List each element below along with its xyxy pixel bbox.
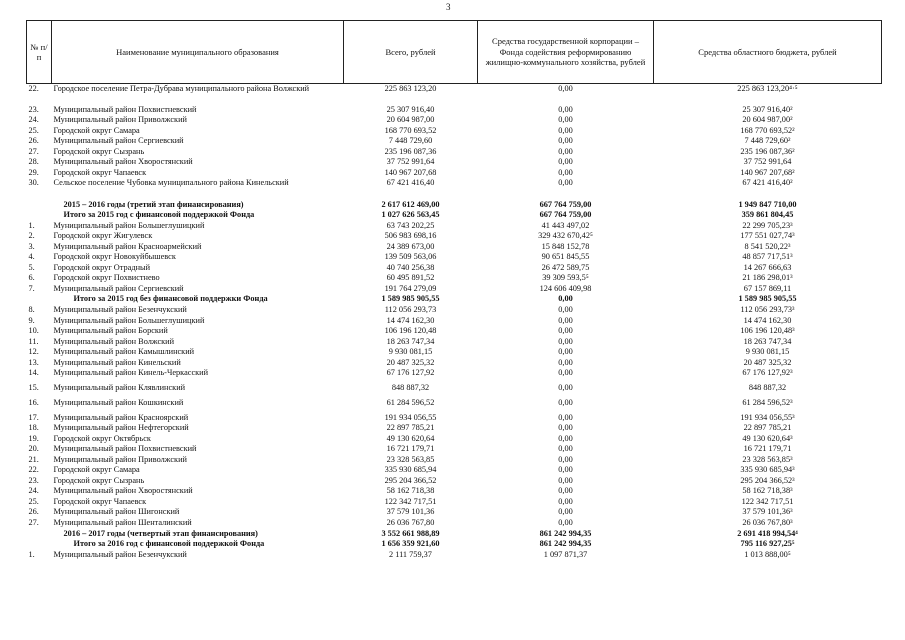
table-row [27, 465, 882, 476]
cell-no: 9. [28, 315, 35, 325]
cell-total: 139 509 563,06 [384, 252, 437, 262]
cell-no: 14. [28, 368, 39, 378]
header-no: № п/п [27, 21, 52, 84]
cell-state: 41 443 497,02 [541, 220, 590, 230]
cell-name: Муниципальный район Красноармейский [53, 241, 202, 251]
cell-name: Городской округ Самара [53, 465, 140, 475]
cell-state: 0,00 [558, 178, 573, 188]
cell-region: 106 196 120,48³ [740, 326, 795, 336]
cell-no: 24. [28, 115, 39, 125]
cell-no: 28. [28, 157, 39, 167]
cell-region: 177 551 027,74³ [740, 231, 795, 241]
cell-region: 140 967 207,68² [740, 167, 795, 177]
cell-region: 122 342 717,51 [741, 496, 794, 506]
cell-name: Городской округ Октябрьск [53, 433, 151, 443]
cell-no [27, 210, 52, 221]
cell-region: 16 721 179,71 [743, 444, 792, 454]
cell-name: Итого за 2016 год с финансовой поддержкой Фонда [73, 539, 265, 549]
cell-no: 25. [28, 125, 39, 135]
cell-total: 20 487 325,32 [386, 357, 435, 367]
table-row [27, 507, 882, 518]
cell-state: 0,00 [558, 315, 573, 325]
cell-region: 295 204 366,52³ [740, 475, 795, 485]
table-subtotal-row [27, 210, 882, 221]
table-row [27, 252, 882, 263]
cell-total: 24 389 673,00 [386, 241, 435, 251]
cell-state: 0,00 [558, 465, 573, 475]
cell-no: 18. [28, 423, 39, 433]
cell-total: 140 967 207,68 [384, 167, 437, 177]
cell-total: 2 111 759,37 [389, 549, 432, 559]
cell-total: 168 770 693,52 [384, 125, 437, 135]
cell-no: 4. [28, 252, 35, 262]
header-total: Всего, рублей [344, 21, 478, 84]
table-row [27, 518, 882, 529]
cell-region: 37 579 101,36³ [742, 507, 793, 517]
cell-no: 23. [28, 104, 39, 114]
cell-name: Городской округ Сызрань [53, 146, 145, 156]
cell-state: 0,00 [558, 326, 573, 336]
cell-state: 0,00 [558, 125, 573, 135]
cell-name: Муниципальный район Сергиевский [53, 136, 184, 146]
cell-region: 67 421 416,40² [742, 178, 793, 188]
table-subtotal-row [27, 529, 882, 540]
cell-state: 0,00 [558, 383, 573, 393]
header-state-fund: Средства государственной корпорации – Фонда содействия реформированию жилищно-коммунального хозяйства, рублей [478, 21, 654, 84]
table-row [27, 178, 882, 199]
cell-total: 7 448 729,60 [388, 136, 433, 146]
cell-no [27, 200, 52, 211]
table-row [27, 398, 882, 413]
table-row [27, 358, 882, 369]
cell-total: 60 495 891,52 [386, 273, 435, 283]
cell-name: Итого за 2015 год с финансовой поддержкой Фонда [63, 210, 255, 220]
cell-total: 191 934 056,55 [384, 412, 437, 422]
cell-no: 13. [28, 357, 39, 367]
cell-region: 25 307 916,40² [742, 104, 793, 114]
cell-region: 49 130 620,64³ [742, 433, 793, 443]
cell-total: 63 743 202,25 [386, 220, 435, 230]
cell-name: Сельское поселение Чубовка муниципального района Кинельский [53, 178, 289, 188]
cell-region: 14 474 162,30 [743, 315, 792, 325]
cell-total: 235 196 087,36 [384, 146, 437, 156]
cell-state: 861 242 994,35 [539, 528, 592, 538]
cell-total: 9 930 081,15 [388, 347, 433, 357]
cell-name: 2015 – 2016 годы (третий этап финансирования) [63, 199, 244, 209]
cell-region: 22 299 705,23³ [742, 220, 793, 230]
cell-region: 848 887,32 [748, 383, 787, 393]
cell-no: 23. [28, 475, 39, 485]
cell-no: 29. [28, 167, 39, 177]
cell-region: 20 487 325,32 [743, 357, 792, 367]
cell-total: 14 474 162,30 [386, 315, 435, 325]
cell-name: Муниципальный район Приволжский [53, 454, 187, 464]
cell-region: 26 036 767,80³ [742, 518, 793, 528]
cell-state: 0,00 [558, 486, 573, 496]
cell-name: Муниципальный район Похвистневский [53, 104, 197, 114]
table-row [27, 476, 882, 487]
cell-state: 0,00 [558, 347, 573, 357]
table-row [27, 326, 882, 337]
table-row [27, 368, 882, 383]
cell-region: 1 949 847 710,00 [738, 199, 797, 209]
table-row [27, 273, 882, 284]
table-row [27, 115, 882, 126]
cell-region: 795 116 927,25⁵ [740, 539, 795, 549]
cell-total: 67 176 127,92 [386, 368, 435, 378]
cell-region: 1 013 888,00⁵ [744, 549, 791, 559]
cell-name: Городской округ Похвистнево [53, 273, 160, 283]
cell-no: 27. [28, 146, 39, 156]
cell-state: 0,00 [558, 368, 573, 378]
cell-total: 112 056 293,73 [384, 304, 437, 314]
cell-name: Муниципальный район Хворостянский [53, 157, 193, 167]
cell-region: 58 162 718,38³ [742, 486, 793, 496]
cell-region: 23 328 563,85³ [742, 454, 793, 464]
cell-name: Городской округ Жигулевск [53, 231, 153, 241]
cell-name: Муниципальный район Хворостянский [53, 486, 193, 496]
cell-region: 67 157 869,11 [743, 283, 792, 293]
table-row [27, 347, 882, 358]
table-row [27, 231, 882, 242]
cell-state: 0,00 [558, 304, 573, 314]
cell-no [27, 529, 52, 540]
cell-state: 667 764 759,00 [539, 210, 592, 220]
cell-name: Муниципальный район Камышлинский [53, 347, 195, 357]
cell-state: 0,00 [558, 104, 573, 114]
cell-no: 19. [28, 433, 39, 443]
cell-no: 17. [28, 412, 39, 422]
cell-name: Муниципальный район Шенталинский [53, 518, 192, 528]
table-row [27, 423, 882, 434]
cell-region: 359 861 804,45 [741, 210, 794, 220]
cell-total: 106 196 120,48 [384, 326, 437, 336]
cell-region: 168 770 693,52² [740, 125, 795, 135]
cell-total: 61 284 596,52 [386, 397, 435, 407]
cell-name: Муниципальный район Приволжский [53, 115, 187, 125]
cell-state: 0,00 [558, 496, 573, 506]
cell-state: 0,00 [558, 433, 573, 443]
cell-name: 2016 – 2017 годы (четвертый этап финансирования) [63, 528, 258, 538]
table-row [27, 305, 882, 316]
cell-no: 22. [28, 84, 39, 93]
cell-region: 20 604 987,00² [742, 115, 793, 125]
cell-state: 0,00 [558, 115, 573, 125]
table-row [27, 434, 882, 445]
table-row [27, 136, 882, 147]
cell-no: 15. [28, 383, 39, 393]
cell-state: 1 097 871,37 [543, 549, 588, 559]
table-subtotal-row [27, 539, 882, 550]
cell-name: Муниципальный район Волжский [53, 336, 175, 346]
cell-total: 25 307 916,40 [386, 104, 435, 114]
cell-region: 1 589 985 905,55 [738, 294, 797, 304]
cell-no: 12. [28, 347, 39, 357]
cell-total: 22 897 785,21 [386, 423, 435, 433]
cell-state: 0,00 [558, 357, 573, 367]
cell-name: Итого за 2015 год без финансовой поддержки Фонда [73, 294, 268, 304]
cell-region: 235 196 087,36² [740, 146, 795, 156]
table-row [27, 126, 882, 137]
cell-region: 22 897 785,21 [743, 423, 792, 433]
table-subtotal-row [27, 200, 882, 211]
cell-name: Муниципальный район Кошкинский [53, 397, 184, 407]
cell-no: 24. [28, 486, 39, 496]
cell-state: 0,00 [558, 507, 573, 517]
cell-region: 61 284 596,52³ [742, 397, 793, 407]
cell-no: 1. [28, 549, 35, 559]
table-row [27, 168, 882, 179]
cell-no [27, 539, 52, 550]
table-row [27, 497, 882, 508]
cell-no: 5. [28, 262, 35, 272]
cell-total: 23 328 563,85 [386, 454, 435, 464]
cell-name: Муниципальный район Шигонский [53, 507, 180, 517]
cell-total: 225 863 123,20 [384, 84, 437, 93]
cell-state: 0,00 [558, 167, 573, 177]
cell-total: 506 983 698,16 [384, 231, 437, 241]
cell-name: Муниципальный район Безенчукский [53, 549, 187, 559]
cell-name: Муниципальный район Кинельский [53, 357, 181, 367]
cell-total: 335 930 685,94 [384, 465, 437, 475]
cell-total: 1 656 359 921,60 [381, 539, 440, 549]
cell-name: Городское поселение Петра-Дубрава муниципального района Волжский [53, 84, 310, 93]
cell-state: 0,00 [558, 444, 573, 454]
cell-no: 25. [28, 496, 39, 506]
cell-name: Муниципальный район Безенчукский [53, 304, 187, 314]
cell-no: 8. [28, 304, 35, 314]
cell-state: 0,00 [558, 518, 573, 528]
allocation-table [26, 20, 882, 560]
page-number: 3 [446, 2, 451, 12]
cell-name: Муниципальный район Кинель-Черкасский [53, 368, 209, 378]
cell-no: 1. [28, 220, 35, 230]
cell-name: Муниципальный район Сергиевский [53, 283, 184, 293]
cell-region: 67 176 127,92³ [742, 368, 793, 378]
cell-state: 0,00 [558, 157, 573, 167]
cell-region: 37 752 991,64 [743, 157, 792, 167]
cell-region: 335 930 685,94³ [740, 465, 795, 475]
table-header-row [27, 21, 882, 84]
cell-no [27, 294, 52, 305]
table-row [27, 105, 882, 116]
cell-name: Муниципальный район Похвистневский [53, 444, 197, 454]
cell-no: 22. [28, 465, 39, 475]
table-row [27, 242, 882, 253]
cell-region: 2 691 418 994,54⁴ [737, 528, 798, 538]
cell-region: 18 263 747,34 [743, 336, 792, 346]
cell-state: 0,00 [558, 397, 573, 407]
cell-name: Муниципальный район Нефтегорский [53, 423, 189, 433]
cell-state: 0,00 [558, 454, 573, 464]
table-row [27, 444, 882, 455]
cell-state: 0,00 [558, 146, 573, 156]
cell-state: 0,00 [558, 336, 573, 346]
cell-state: 0,00 [558, 136, 573, 146]
cell-no: 11. [28, 336, 39, 346]
cell-region: 48 857 717,51³ [742, 252, 793, 262]
cell-total: 26 036 767,80 [386, 518, 435, 528]
cell-total: 1 027 626 563,45 [381, 210, 440, 220]
cell-name: Муниципальный район Клявлинский [53, 383, 186, 393]
cell-region: 8 541 520,22³ [744, 241, 791, 251]
cell-no: 26. [28, 507, 39, 517]
cell-total: 67 421 416,40 [386, 178, 435, 188]
cell-no: 21. [28, 454, 39, 464]
cell-total: 20 604 987,00 [386, 115, 435, 125]
cell-total: 191 764 279,09 [384, 283, 437, 293]
table-row [27, 147, 882, 158]
table-row [27, 221, 882, 232]
table-row [27, 550, 882, 561]
cell-total: 848 887,32 [391, 383, 430, 393]
cell-no: 20. [28, 444, 39, 454]
cell-state: 0,00 [558, 294, 573, 304]
cell-state: 39 309 593,5⁵ [542, 273, 589, 283]
cell-total: 295 204 366,52 [384, 475, 437, 485]
cell-no: 3. [28, 241, 35, 251]
table-body [27, 84, 882, 561]
cell-region: 191 934 056,55³ [740, 412, 795, 422]
cell-name: Муниципальный район Большеглушицкий [53, 315, 205, 325]
cell-region: 14 267 666,63 [743, 262, 792, 272]
cell-name: Городской округ Чапаевск [53, 496, 147, 506]
table-row [27, 383, 882, 398]
cell-region: 9 930 081,15 [745, 347, 790, 357]
cell-state: 26 472 589,75 [541, 262, 590, 272]
cell-state: 0,00 [558, 423, 573, 433]
cell-no: 6. [28, 273, 35, 283]
table-row [27, 316, 882, 327]
table-row [27, 263, 882, 274]
table-subtotal-row [27, 294, 882, 305]
cell-region: 225 863 123,20⁴·⁵ [737, 84, 798, 93]
cell-state: 0,00 [558, 412, 573, 422]
table-row [27, 337, 882, 348]
cell-state: 0,00 [558, 84, 573, 93]
cell-state: 90 651 845,55 [541, 252, 590, 262]
cell-state: 0,00 [558, 475, 573, 485]
cell-name: Городской округ Чапаевск [53, 167, 147, 177]
cell-total: 37 579 101,36 [386, 507, 435, 517]
cell-state: 124 606 409,98 [539, 283, 592, 293]
cell-total: 1 589 985 905,55 [381, 294, 440, 304]
cell-state: 861 242 994,35 [539, 539, 592, 549]
cell-total: 3 552 661 988,89 [381, 528, 440, 538]
cell-no: 7. [28, 283, 35, 293]
cell-region: 7 448 729,60² [744, 136, 791, 146]
cell-state: 329 432 670,42⁵ [538, 231, 593, 241]
header-regional-budget: Средства областного бюджета, рублей [654, 21, 882, 84]
cell-total: 58 162 718,38 [386, 486, 435, 496]
cell-name: Городской округ Самара [53, 125, 140, 135]
table-row [27, 84, 882, 105]
cell-name: Городской округ Сызрань [53, 475, 145, 485]
cell-total: 40 740 256,38 [386, 262, 435, 272]
cell-region: 21 186 298,01³ [742, 273, 793, 283]
cell-name: Городской округ Новокуйбышевск [53, 252, 176, 262]
cell-no: 27. [28, 518, 39, 528]
cell-no: 26. [28, 136, 39, 146]
table-row [27, 455, 882, 466]
table-row [27, 157, 882, 168]
cell-no: 10. [28, 326, 39, 336]
table-row [27, 284, 882, 295]
cell-region: 112 056 293,73³ [740, 304, 795, 314]
cell-state: 15 848 152,78 [541, 241, 590, 251]
cell-name: Муниципальный район Борский [53, 326, 168, 336]
cell-total: 37 752 991,64 [386, 157, 435, 167]
cell-no: 2. [28, 231, 35, 241]
cell-no: 16. [28, 397, 39, 407]
cell-name: Муниципальный район Большеглушицкий [53, 220, 205, 230]
table-row [27, 413, 882, 424]
table-row [27, 486, 882, 497]
cell-total: 2 617 612 469,00 [381, 199, 440, 209]
cell-total: 122 342 717,51 [384, 496, 437, 506]
cell-name: Городской округ Отрадный [53, 262, 151, 272]
cell-total: 18 263 747,34 [386, 336, 435, 346]
cell-total: 16 721 179,71 [386, 444, 435, 454]
header-name: Наименование муниципального образования [52, 21, 344, 84]
cell-name: Муниципальный район Красноярский [53, 412, 189, 422]
cell-total: 49 130 620,64 [386, 433, 435, 443]
cell-no: 30. [28, 178, 39, 188]
cell-state: 667 764 759,00 [539, 199, 592, 209]
